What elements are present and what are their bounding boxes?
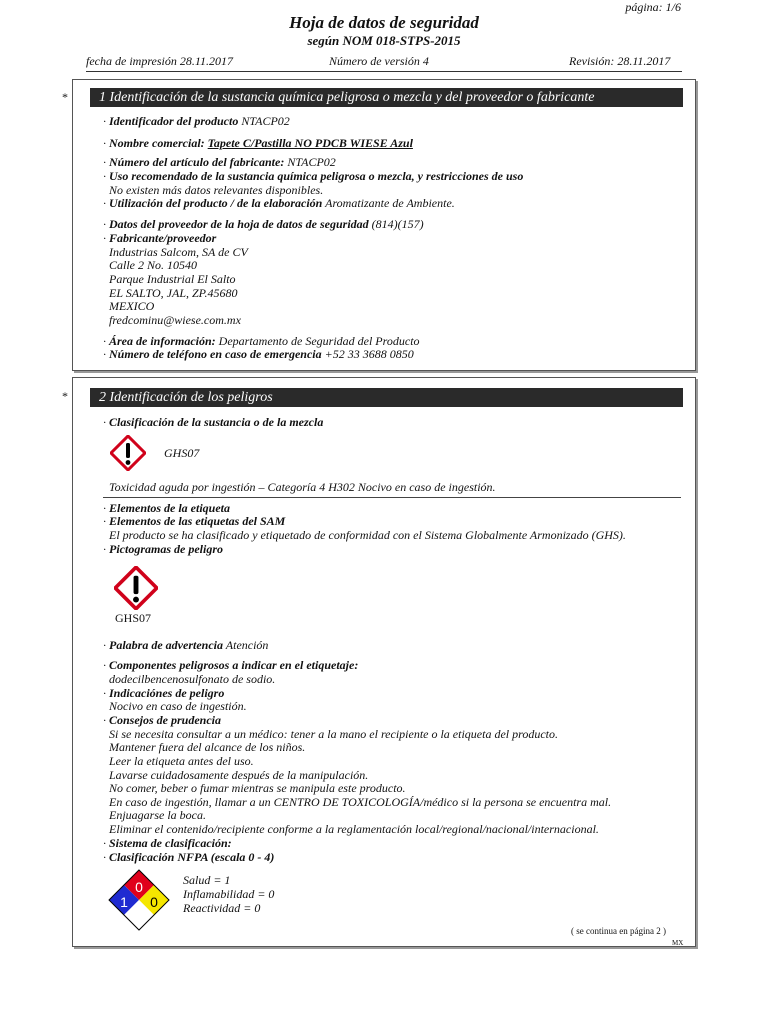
information-area: · Área de información: Departamento de Seguridad del Producto: [103, 334, 420, 348]
exclamation-pictogram-icon: [110, 435, 146, 471]
label-elements: · Elementos de la etiqueta: [103, 501, 230, 515]
article-number: · Número del artículo del fabricante: NTACP02: [103, 155, 336, 169]
address-line: Parque Industrial El Salto: [109, 272, 236, 286]
nfpa-classification-label: · Clasificación NFPA (escala 0 - 4): [103, 850, 275, 864]
precautionary-statement: No comer, beber o fumar mientras se manipula este producto.: [109, 781, 406, 795]
section-2-heading: 2 Identificación de los peligros: [90, 388, 683, 407]
precautionary-statement: En caso de ingestión, llamar a un CENTRO DE TOXICOLOGÍA/médico si la persona se encuentra mal.: [109, 795, 612, 809]
print-date: fecha de impresión 28.11.2017: [86, 54, 233, 68]
sam-text: El producto se ha clasificado y etiquetado de conformidad con el Sistema Globalmente Armonizado (GHS).: [109, 528, 626, 542]
sam-label: · Elementos de las etiquetas del SAM: [103, 514, 286, 528]
address-line: Industrias Salcom, SA de CV: [109, 245, 248, 259]
nfpa-health: Salud = 1: [183, 873, 231, 887]
precautionary-statement: Si se necesita consultar a un médico: tener a la mano el recipiente o la etiqueta del producto.: [109, 727, 559, 741]
address-line: EL SALTO, JAL, ZP.45680: [109, 286, 238, 300]
section-1-heading: 1 Identificación de la sustancia química peligrosa o mezcla y del proveedor o fabricante: [90, 88, 683, 107]
precautionary-statement: Eliminar el contenido/recipiente conforme a la reglamentación local/regional/nacional/internacional.: [109, 822, 599, 836]
toxicity-statement: Toxicidad aguda por ingestión – Categoría 4 H302 Nocivo en caso de ingestión.: [109, 480, 496, 494]
nfpa-flammability-value: 0: [135, 879, 143, 895]
nfpa-reactivity-value: 0: [150, 894, 158, 910]
section-2-marker: *: [62, 389, 68, 403]
hazard-statements-label: · Indicaciónes de peligro: [103, 686, 225, 700]
revision-date: Revisión: 28.11.2017: [569, 54, 671, 68]
trade-name: · Nombre comercial: Tapete C/Pastilla NO PDCB WIESE Azul: [103, 136, 413, 150]
product-application: · Utilización del producto / de la elaboración Aromatizante de Ambiente.: [103, 196, 455, 210]
product-identifier: · Identificador del producto NTACP02: [103, 114, 290, 128]
country-code: MX: [672, 939, 684, 947]
address-line: MEXICO: [109, 299, 155, 313]
hazardous-components-label: · Componentes peligrosos a indicar en el etiquetaje:: [103, 658, 359, 672]
contact-email[interactable]: fredcominu@wiese.com.mx: [109, 313, 241, 327]
version-number: Número de versión 4: [329, 54, 429, 68]
precautionary-label: · Consejos de prudencia: [103, 713, 222, 727]
nfpa-reactivity: Reactividad = 0: [183, 901, 261, 915]
nfpa-diamond-icon: [108, 869, 170, 931]
section-1-marker: *: [62, 90, 68, 104]
recommended-use-text: No existen más datos relevantes disponibles.: [109, 183, 324, 197]
document-subtitle: según NOM 018-STPS-2015: [307, 33, 461, 48]
emergency-phone: · Número de teléfono en caso de emergencia +52 33 3688 0850: [103, 347, 414, 361]
precautionary-statement: Mantener fuera del alcance de los niños.: [109, 740, 306, 754]
document-title: Hoja de datos de seguridad: [289, 13, 479, 32]
classification-system: · Sistema de clasificación:: [103, 836, 232, 850]
supplier-data: · Datos del proveedor de la hoja de datos de seguridad (814)(157): [103, 217, 424, 231]
manufacturer-label: · Fabricante/proveedor: [103, 231, 217, 245]
nfpa-health-value: 1: [120, 894, 128, 910]
precautionary-statement: Enjuagarse la boca.: [109, 808, 206, 822]
header-rule: [86, 71, 682, 72]
hazardous-component: dodecilbencenosulfonato de sodio.: [109, 672, 276, 686]
classification-label: · Clasificación de la sustancia o de la mezcla: [103, 415, 324, 429]
ghs-code: GHS07: [164, 446, 200, 460]
exclamation-pictogram-icon: [114, 566, 158, 610]
nfpa-flammability: Inflamabilidad = 0: [183, 887, 275, 901]
continued-note: ( se continua en página 2 ): [571, 926, 666, 936]
hazard-statement: Nocivo en caso de ingestión.: [109, 699, 247, 713]
address-line: Calle 2 No. 10540: [109, 258, 198, 272]
page-number: página: 1/6: [625, 0, 681, 14]
divider: [103, 497, 681, 498]
precautionary-statement: Lavarse cuidadosamente después de la manipulación.: [109, 768, 369, 782]
signal-word: · Palabra de advertencia Atención: [103, 638, 269, 652]
precautionary-statement: Leer la etiqueta antes del uso.: [109, 754, 254, 768]
ghs-code: GHS07: [115, 611, 152, 625]
recommended-use-label: · Uso recomendado de la sustancia química peligrosa o mezcla, y restricciones de uso: [103, 169, 524, 183]
pictograms-label: · Pictogramas de peligro: [103, 542, 223, 556]
